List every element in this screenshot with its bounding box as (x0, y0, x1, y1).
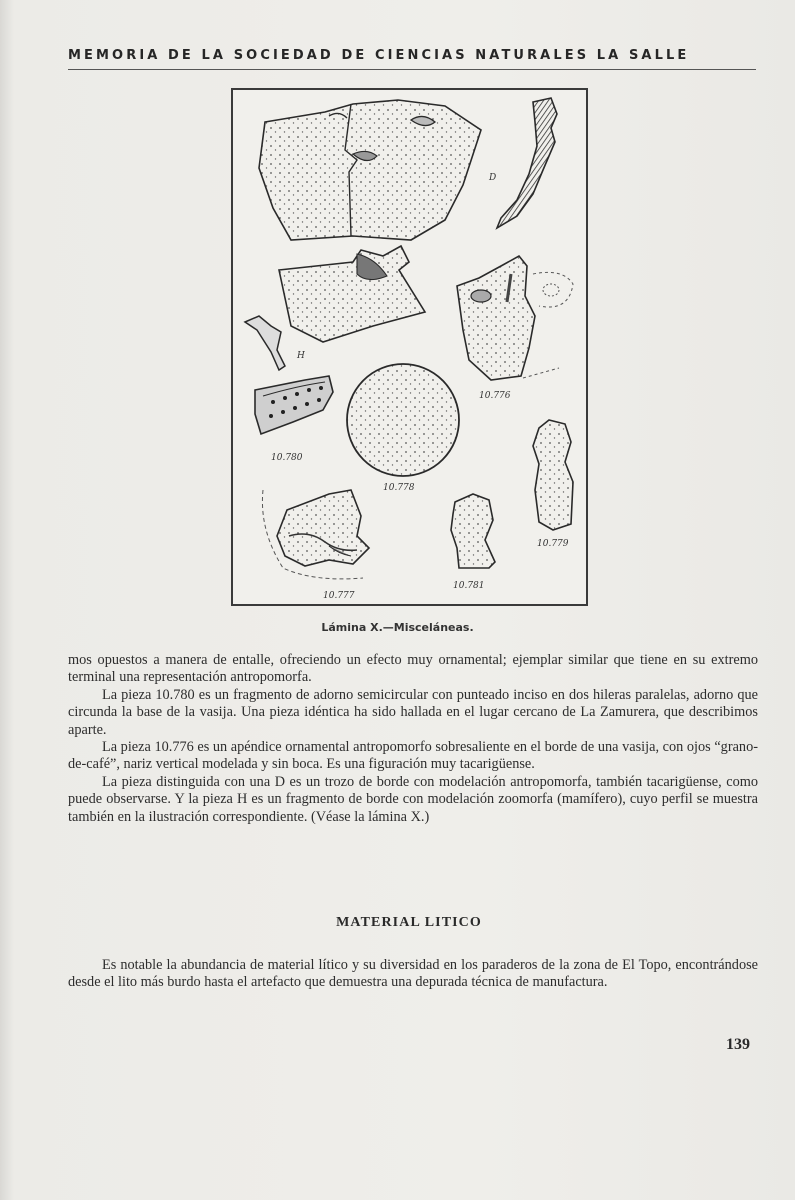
running-head: MEMORIA DE LA SOCIEDAD DE CIENCIAS NATURALES LA SALLE (68, 48, 690, 63)
paragraph: La pieza distinguida con una D es un trozo de borde con modelación antropomorfa, también tacarigüense, como puede observarse. Y la pieza H es un fragmento de borde con modelación zoomorfa (mamífero), cuyo perfil se muestra también en la ilustración correspondiente. (Véase la lámina X.) (68, 773, 758, 825)
paragraph: mos opuestos a manera de entalle, ofreciendo un efecto muy ornamental; ejemplar similar que tiene en su extremo terminal una representación antropomorfa. (68, 652, 758, 686)
label-10778: 10.778 (383, 483, 415, 493)
label-10781: 10.781 (453, 581, 485, 591)
label-10777: 10.777 (323, 591, 355, 601)
sherd-10781 (451, 494, 495, 568)
label-10776: 10.776 (479, 391, 511, 401)
plate-figure (231, 88, 588, 606)
sherd-10779 (533, 420, 573, 530)
paragraph: La pieza 10.776 es un apéndice ornamental antropomorfo sobresaliente en el borde de una vasija, con ojos “grano-de-café”, nariz vertical modelada y sin boca. Es una figuración muy tacarigüense. (68, 739, 758, 773)
sherd-h (245, 316, 285, 370)
body-text (68, 652, 758, 826)
label-h: H (297, 351, 305, 361)
paragraph: Es notable la abundancia de material lítico y su diversidad en los paraderos de la zona de El Topo, encontrándose desde el lito más burdo hasta el artefacto que demuestra una depurada técnica de manufactura. (68, 957, 758, 991)
header-rule (68, 69, 756, 70)
sherd-d (259, 100, 481, 240)
sherd-10777 (262, 490, 369, 579)
paragraph: La pieza 10.780 es un fragmento de adorno semicircular con punteado inciso en dos hileras paralelas, adorno que circunda la base de la vasija. Una pieza idéntica ha sido hallada en el lugar cercano de La Zamurera, que describimos aparte. (68, 686, 758, 738)
label-10779: 10.779 (537, 539, 569, 549)
sherd-d-profile (497, 98, 557, 228)
figure-caption: Lámina X.—Misceláneas. (321, 621, 474, 634)
label-d: D (489, 173, 497, 183)
section-text (68, 957, 758, 992)
sherd-rim-middle (279, 246, 425, 342)
page-number: 139 (726, 1036, 750, 1053)
sherd-10780 (255, 376, 333, 434)
sherd-10778 (347, 364, 459, 476)
label-10780: 10.780 (271, 453, 303, 463)
section-heading: MATERIAL LITICO (336, 915, 482, 930)
sherd-10776 (457, 256, 573, 380)
plate-illustration (233, 90, 586, 604)
